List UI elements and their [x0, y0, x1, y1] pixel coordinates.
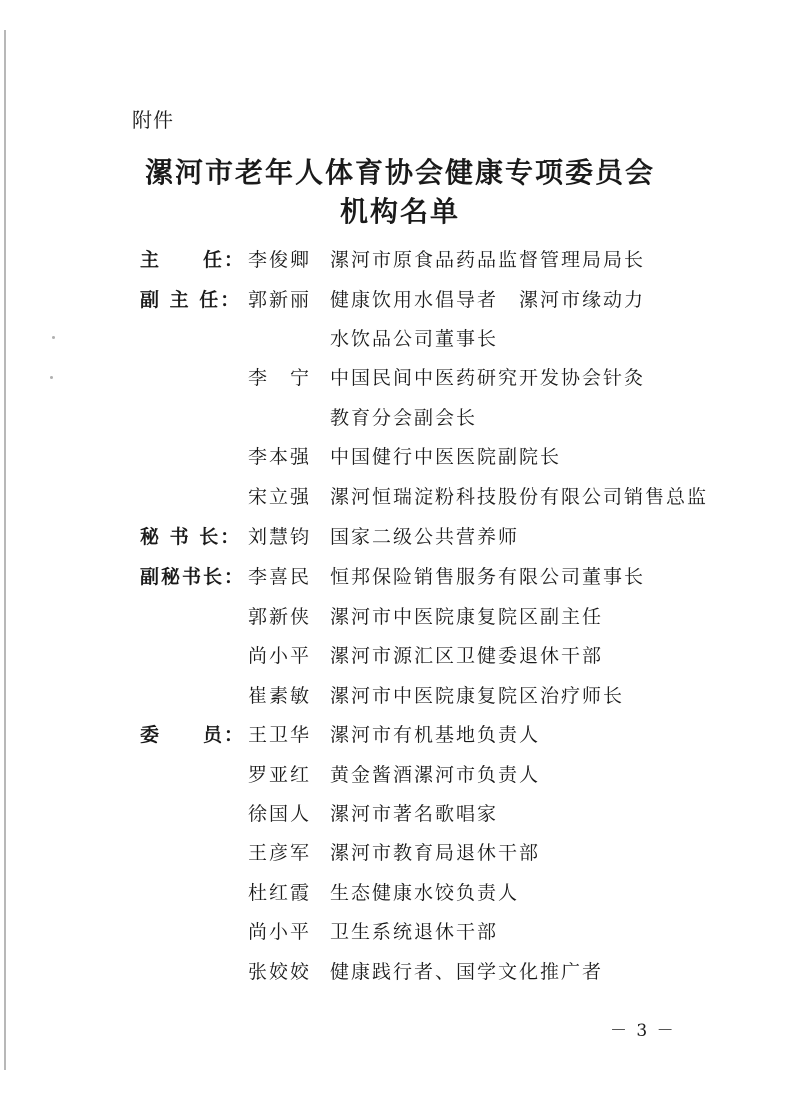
member-description: 漯河市著名歌唱家 — [330, 803, 499, 825]
member-row-continuation — [0, 403, 800, 439]
member-description: 漯河市有机基地负责人 — [330, 724, 541, 746]
member-name: 李俊卿 — [248, 249, 312, 271]
member-description: 漯河市中医院康复院区副主任 — [330, 606, 604, 628]
member-name: 王卫华 — [248, 724, 312, 746]
member-description: 生态健康水饺负责人 — [330, 882, 520, 904]
member-row — [0, 562, 800, 598]
member-row — [0, 917, 800, 953]
member-name: 郭新丽 — [248, 289, 312, 311]
member-description: 中国健行中医医院副院长 — [330, 446, 562, 468]
member-description: 漯河市中医院康复院区治疗师长 — [330, 685, 625, 707]
role-label: 委 员： — [140, 724, 246, 746]
document-title-line-2: 机构名单 — [339, 195, 460, 228]
member-row — [0, 522, 800, 558]
member-row — [0, 799, 800, 835]
member-description: 漯河恒瑞淀粉科技股份有限公司销售总监 — [330, 486, 709, 508]
member-row — [0, 245, 800, 281]
role-label: 秘 书 长： — [140, 526, 242, 548]
member-description: 黄金酱酒漯河市负责人 — [330, 764, 541, 786]
member-name: 郭新侠 — [248, 606, 312, 628]
member-name: 宋立强 — [248, 486, 312, 508]
member-name: 徐国人 — [248, 803, 312, 825]
page-number: － 3 － — [610, 1021, 676, 1041]
member-name: 崔素敏 — [248, 685, 312, 707]
member-description: 卫生系统退休干部 — [330, 921, 499, 943]
member-row — [0, 363, 800, 399]
role-label: 副 主 任： — [140, 289, 242, 311]
member-row — [0, 720, 800, 756]
document-title-line-1: 漯河市老年人体育协会健康专项委员会 — [144, 156, 655, 189]
member-name: 尚小平 — [248, 921, 312, 943]
member-row — [0, 442, 800, 478]
member-row — [0, 878, 800, 914]
member-name: 罗亚红 — [248, 764, 312, 786]
member-name: 李喜民 — [248, 566, 312, 588]
member-name: 刘慧钧 — [248, 526, 312, 548]
member-name: 尚小平 — [248, 645, 312, 667]
member-row — [0, 760, 800, 796]
member-row — [0, 838, 800, 874]
member-description: 漯河市原食品药品监督管理局局长 — [330, 249, 646, 271]
member-description: 漯河市源汇区卫健委退休干部 — [330, 645, 604, 667]
member-row — [0, 602, 800, 638]
member-row — [0, 482, 800, 518]
member-row — [0, 681, 800, 717]
member-description: 健康饮用水倡导者 漯河市缘动力 — [330, 289, 646, 311]
member-row — [0, 285, 800, 321]
role-label: 主 任： — [140, 249, 246, 271]
member-row — [0, 957, 800, 993]
member-description: 漯河市教育局退休干部 — [330, 842, 541, 864]
member-row — [0, 641, 800, 677]
member-row-continuation — [0, 324, 800, 360]
annex-label: 附件 — [132, 108, 174, 132]
member-description: 水饮品公司董事长 — [330, 328, 499, 350]
member-name: 杜红霞 — [248, 882, 312, 904]
member-description: 中国民间中医药研究开发协会针灸 — [330, 367, 646, 389]
member-description: 国家二级公共营养师 — [330, 526, 520, 548]
member-description: 恒邦保险销售服务有限公司董事长 — [330, 566, 646, 588]
member-name: 张姣姣 — [248, 961, 312, 983]
role-label: 副秘书长： — [140, 566, 246, 588]
member-name: 王彦军 — [248, 842, 312, 864]
member-name: 李 宁 — [248, 367, 312, 389]
member-description: 教育分会副会长 — [330, 407, 478, 429]
member-name: 李本强 — [248, 446, 312, 468]
member-description: 健康践行者、国学文化推广者 — [330, 961, 604, 983]
